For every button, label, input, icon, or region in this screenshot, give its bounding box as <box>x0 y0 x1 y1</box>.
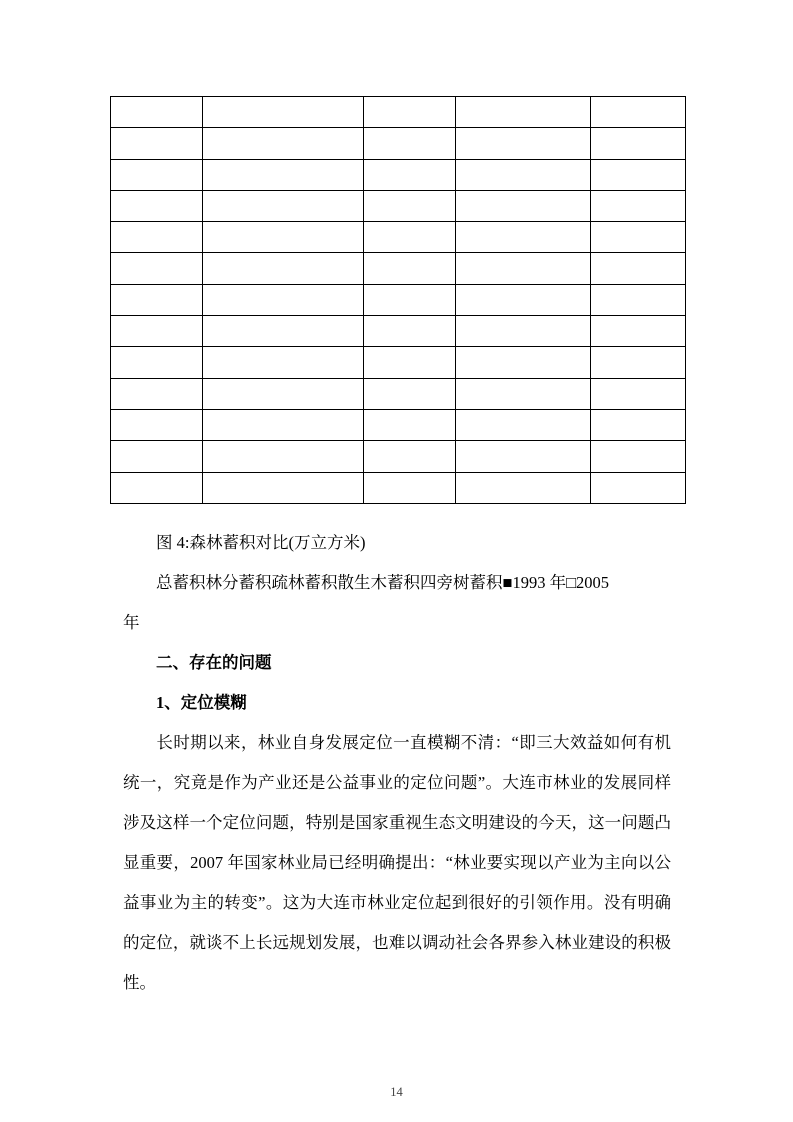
paragraph-line-1: 长时期以来，林业自身发展定位一直模糊不清：“即三大效益如 <box>156 733 621 752</box>
table-cell <box>456 441 591 472</box>
table-cell <box>591 97 686 128</box>
table-row <box>111 409 686 440</box>
table-cell <box>456 409 591 440</box>
table-cell <box>111 128 203 159</box>
table-cell <box>456 284 591 315</box>
table-cell <box>364 97 456 128</box>
table-cell <box>591 347 686 378</box>
table-cell <box>364 378 456 409</box>
paragraph-line-5: “林业要实现以产业为主向以公益事业为主的转变”。这为大连市林 <box>123 853 672 912</box>
figure-placeholder-table <box>110 96 686 504</box>
table-row <box>111 159 686 190</box>
table-cell <box>203 378 364 409</box>
table-cell <box>111 409 203 440</box>
table-cell <box>111 441 203 472</box>
table-cell <box>111 97 203 128</box>
table-cell <box>111 378 203 409</box>
table-cell <box>364 284 456 315</box>
table-cell <box>111 472 203 503</box>
table-cell <box>203 409 364 440</box>
table-cell <box>203 472 364 503</box>
paragraph-line-3: 业的发展同样涉及这样一个定位问题，特别是国家重视生态文明建 <box>123 773 671 832</box>
table-cell <box>111 190 203 221</box>
table-cell <box>591 128 686 159</box>
table-cell <box>364 222 456 253</box>
table-cell <box>456 378 591 409</box>
table-row <box>111 378 686 409</box>
table-cell <box>591 284 686 315</box>
section-heading: 二、存在的问题 <box>156 653 272 672</box>
table-cell <box>111 347 203 378</box>
table-cell <box>456 316 591 347</box>
page-number: 14 <box>390 1085 403 1099</box>
table-cell <box>111 316 203 347</box>
table-row <box>111 441 686 472</box>
table-cell <box>456 347 591 378</box>
table-cell <box>364 159 456 190</box>
table-row <box>111 472 686 503</box>
table-cell <box>591 222 686 253</box>
table-row <box>111 316 686 347</box>
figure-legend-line-1: 总蓄积林分蓄积疏林蓄积散生木蓄积四旁树蓄积■1993 年□2005 <box>156 573 610 592</box>
table-cell <box>591 190 686 221</box>
paragraph-line-7: 发展，也难以调动社会各界参入林业建设的积极性。 <box>123 933 671 992</box>
table-cell <box>456 128 591 159</box>
table-cell <box>111 284 203 315</box>
figure-legend-line-2: 年 <box>123 613 140 632</box>
table-cell <box>364 316 456 347</box>
table-cell <box>203 159 364 190</box>
table-cell <box>203 190 364 221</box>
table-cell <box>203 222 364 253</box>
table-cell <box>203 316 364 347</box>
paragraph-line-2: 何有机统一，究竟是作为产业还是公益事业的定位问题”。大连市林 <box>123 733 672 792</box>
table-row <box>111 347 686 378</box>
table-cell <box>203 253 364 284</box>
table-cell <box>456 222 591 253</box>
table-cell <box>364 128 456 159</box>
table-row <box>111 222 686 253</box>
table-cell <box>203 284 364 315</box>
table-body <box>111 97 686 504</box>
figure-caption: 图 4:森林蓄积对比(万立方米) <box>156 533 366 552</box>
table-cell <box>591 472 686 503</box>
table-cell <box>591 253 686 284</box>
table-cell <box>591 159 686 190</box>
body-paragraph <box>123 723 671 1003</box>
table-cell <box>456 97 591 128</box>
figure-placeholder-table-wrapper <box>110 96 685 504</box>
table-cell <box>591 378 686 409</box>
table-cell <box>364 253 456 284</box>
table-cell <box>364 441 456 472</box>
table-cell <box>591 316 686 347</box>
table-cell <box>203 347 364 378</box>
table-cell <box>203 441 364 472</box>
table-cell <box>456 253 591 284</box>
paragraph-line-4: 设的今天，这一问题凸显重要，2007 年国家林业局已经明确提出： <box>123 813 671 872</box>
table-cell <box>364 347 456 378</box>
document-text-flow <box>123 523 671 1003</box>
table-cell <box>364 190 456 221</box>
table-row <box>111 284 686 315</box>
table-cell <box>203 97 364 128</box>
table-cell <box>203 128 364 159</box>
table-row <box>111 253 686 284</box>
table-cell <box>111 253 203 284</box>
paragraph-line-6: 业定位起到很好的引领作用。没有明确的定位，就谈不上长远规划 <box>123 893 672 952</box>
table-row <box>111 190 686 221</box>
table-cell <box>456 159 591 190</box>
table-cell <box>456 190 591 221</box>
table-cell <box>111 222 203 253</box>
table-cell <box>456 472 591 503</box>
subsection-heading: 1、定位模糊 <box>156 693 247 712</box>
table-row <box>111 128 686 159</box>
table-cell <box>591 441 686 472</box>
table-cell <box>591 409 686 440</box>
table-cell <box>111 159 203 190</box>
table-cell <box>364 409 456 440</box>
table-row <box>111 97 686 128</box>
table-cell <box>364 472 456 503</box>
